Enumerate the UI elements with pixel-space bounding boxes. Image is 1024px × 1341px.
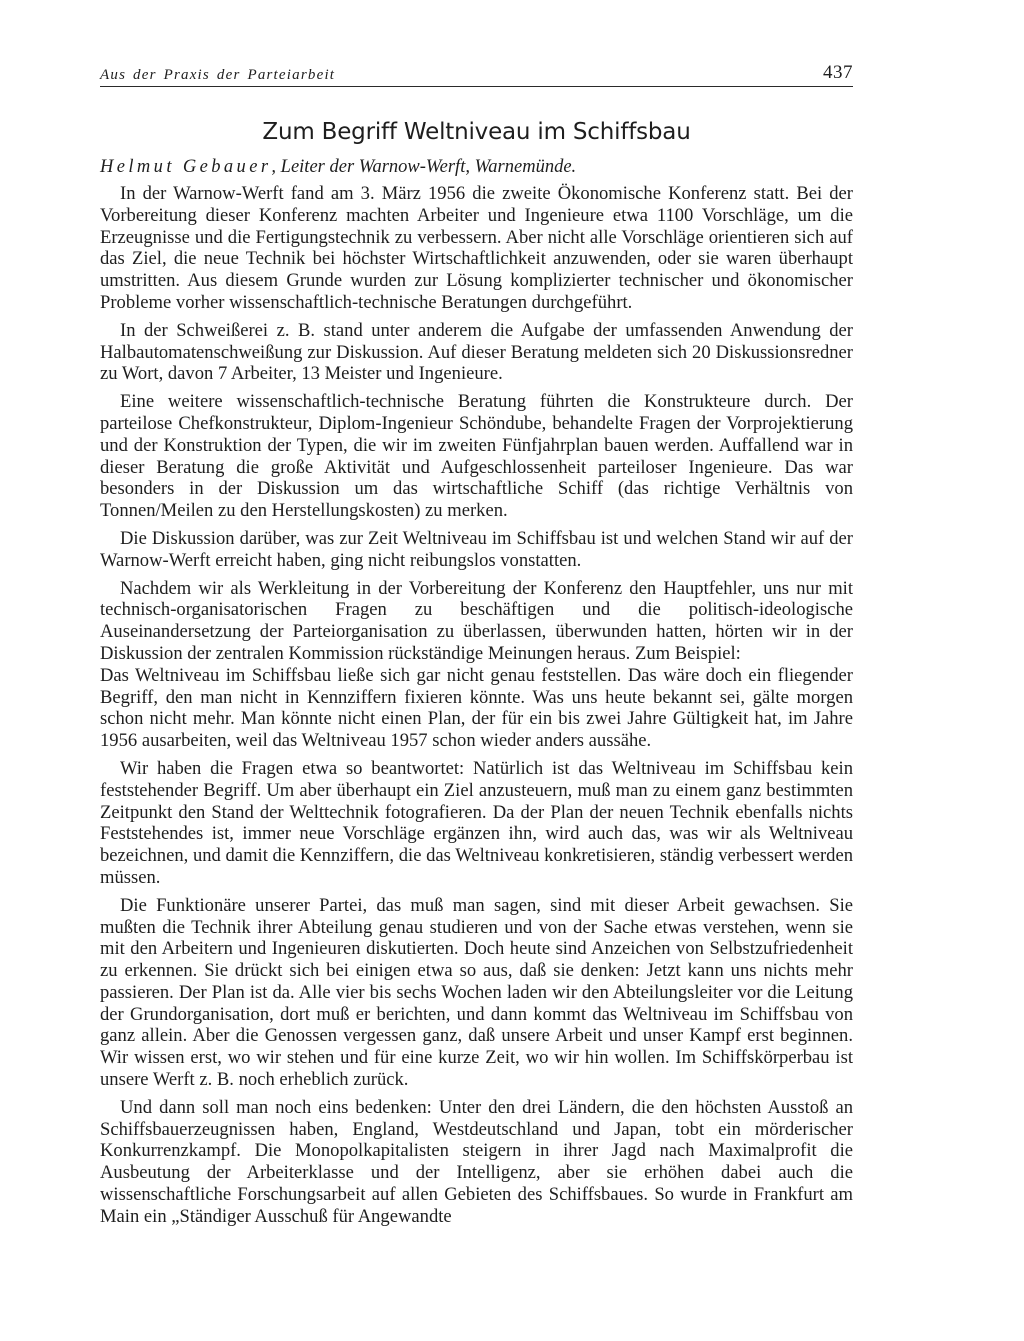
author-name: Helmut Gebauer	[100, 157, 272, 177]
section-title: Aus der Praxis der Parteiarbeit	[100, 67, 336, 83]
paragraph: In der Schweißerei z. B. stand unter anderem die Aufgabe der umfassenden Anwendung der Halbautomatenschweißung zur Diskussion. Auf dieser Beratung meldeten sich 20 Diskussionsredner zu Wort, davon 7 Arbeiter, 13 Meister und Ingenieure.	[100, 319, 853, 385]
paragraph: Und dann soll man noch eins bedenken: Unter den drei Ländern, die den höchsten Ausstoß an Schiffsbauerzeugnissen haben, England, Westdeutschland und Japan, tobt ein mörderischer Konkurrenzkampf. Die Monopolkapitalisten steigern in ihrer Jagd nach Maximalprofit die Ausbeutung der Arbeiterklasse und der Intelligenz, aber sie erhöhen dabei auch die wissenschaftliche Forschungsarbeit auf allen Gebieten des Schiffsbaues. So wurde in Frankfurt am Main ein „Ständiger Ausschuß für Angewandte	[100, 1096, 853, 1227]
author-affiliation: , Leiter der Warnow-Werft, Warnemünde.	[271, 157, 577, 177]
paragraph: Die Funktionäre unserer Partei, das muß man sagen, sind mit dieser Arbeit gewachsen. Sie mußten die Technik ihrer Abteilung genau studieren und von der Sache etwas verstehen, wenn sie mit den Arbeitern und Ingenieuren diskutierten. Doch heute sind Anzeichen von Selbstzufriedenheit zu erkennen. Sie drückt sich bei einigen etwa so aus, daß sie denken: Jetzt kann uns nichts mehr passieren. Der Plan ist da. Alle vier bis sechs Wochen laden wir den Abteilungsleiter vor die Leitung der Grundorganisation, dort muß er berichten, und dann kommt das Weltniveau im Schiffsbau von ganz allein. Aber die Genossen vergessen ganz, daß unsere Arbeit und unser Kampf erst beginnen. Wir wissen erst, wo wir stehen und für eine kurze Zeit, wo wir hin wollen. Im Schiffskörperbau ist unsere Werft z. B. noch erheblich zurück.	[100, 894, 853, 1091]
paragraph: Die Diskussion darüber, was zur Zeit Weltniveau im Schiffsbau ist und welchen Stand wir auf der Warnow-Werft erreicht haben, ging nicht reibungslos vonstatten.	[100, 527, 853, 571]
paragraph: Wir haben die Fragen etwa so beantwortet: Natürlich ist das Weltniveau im Schiffsbau kein feststehender Begriff. Um aber überhaupt ein Ziel anzusteuern, muß man zu einem ganz bestimmten Zeitpunkt den Stand der Welttechnik fotografieren. Da der Plan der neuen Technik ebenfalls nichts Feststehendes ist, immer neue Vorschläge ergänzen ihn, wird auch das, was wir als Weltniveau bezeichnen, und damit die Kennziffern, die das Weltniveau konkretisieren, ständig verbessert werden müssen.	[100, 757, 853, 888]
article-title: Zum Begriff Weltniveau im Schiffsbau	[262, 119, 691, 145]
document-page	[100, 58, 853, 1228]
byline	[100, 156, 853, 178]
paragraph: Nachdem wir als Werkleitung in der Vorbereitung der Konferenz den Hauptfehler, uns nur mit technisch-organisatorischen Fragen zu beschäftigen und die politisch-ideologische Auseinandersetzung der Parteiorganisation zu überlassen, überwunden hatten, hörten wir in der Diskussion der zentralen Kommission rückständige Meinungen heraus. Zum Beispiel:	[100, 577, 853, 664]
article-body	[100, 183, 853, 1228]
paragraph: Eine weitere wissenschaftlich-technische Beratung führten die Konstrukteure durch. Der parteilose Chefkonstrukteur, Diplom-Ingenieur Schöndube, behandelte Fragen der Vorprojektierung und der Konstruktion der Typen, die wir im zweiten Fünfjahrplan bauen werden. Auffallend war in dieser Beratung die große Aktivität und Aufgeschlossenheit parteiloser Ingenieure. Das war besonders in der Diskussion um das wirtschaftliche Schiff (das richtige Verhältnis von Tonnen/Meilen zu den Herstellungskosten) zu merken.	[100, 391, 853, 522]
page-number: 437	[823, 62, 853, 83]
paragraph: In der Warnow-Werft fand am 3. März 1956 die zweite Ökonomische Konferenz statt. Bei der Vorbereitung dieser Konferenz machten Arbeiter und Ingenieure etwa 1100 Vorschläge, um die Erzeugnisse und die Fertigungstechnik zu verbessern. Aber nicht alle Vorschläge orientieren sich auf das Ziel, die neue Technik bei höchster Wirtschaftlichkeit anzuwenden, oder sie waren überhaupt umstritten. Aus diesem Grunde wurden zur Lösung komplizierter technischer und ökonomischer Probleme vorher wissenschaftlich-technische Beratungen durchgeführt.	[100, 183, 853, 313]
paragraph: Das Weltniveau im Schiffsbau ließe sich gar nicht genau feststellen. Das wäre doch ein fliegender Begriff, den man nicht in Kennziffern fixieren könnte. Was uns heute bekannt sei, gälte morgen schon nicht mehr. Man könnte nicht einen Plan, der für ein bis zwei Jahre Gültigkeit hat, im Jahre 1956 ausarbeiten, weil das Weltniveau 1957 schon wieder anders aussähe.	[100, 664, 853, 752]
running-header	[100, 58, 853, 87]
